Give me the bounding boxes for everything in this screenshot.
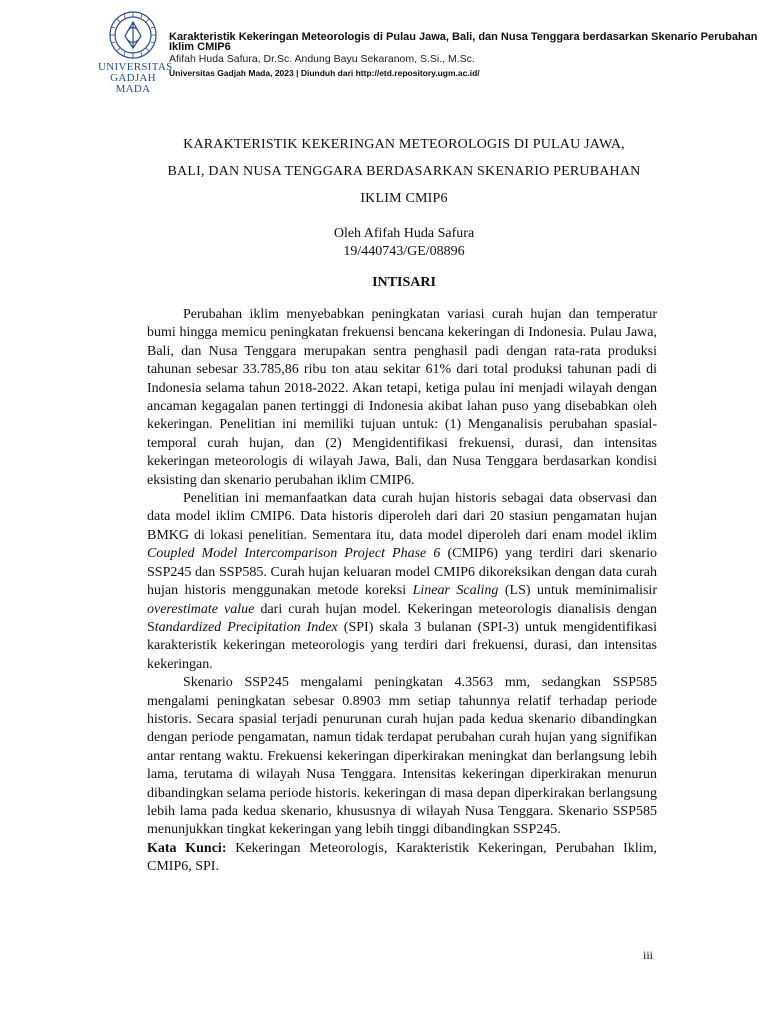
page-header bbox=[0, 0, 768, 95]
text-run: (SPI) skala 3 bulanan (SPI-3) untuk mengidentifikasi karakteristik kekeringan meteorologis yang terdiri dari frekuensi, durasi, dan intensitas kekeringan. bbox=[147, 619, 657, 672]
page-number: iii bbox=[643, 948, 654, 962]
text-run: (LS) untuk meminimalisir bbox=[498, 583, 657, 599]
header-title: Karakteristik Kekeringan Meteorologis di Pulau Jawa, Bali, dan Nusa Tenggara berdasarkan Skenario Perubahan Iklim CMIP6 bbox=[169, 31, 758, 53]
title-line: KARAKTERISTIK KEKERINGAN METEOROLOGIS DI PULAU JAWA, bbox=[183, 137, 625, 152]
ugm-emblem-icon bbox=[106, 10, 160, 60]
logo-text-line1: UNIVERSITAS bbox=[98, 61, 173, 73]
ugm-logo bbox=[98, 10, 173, 95]
text-run: dari curah hujan model. Kekeringan meteorologis dianalisis dengan S bbox=[147, 601, 657, 635]
title-line: IKLIM CMIP6 bbox=[360, 191, 448, 206]
title-line: BALI, DAN NUSA TENGGARA BERDASARKAN SKENARIO PERUBAHAN bbox=[167, 164, 641, 179]
student-id: 19/440743/GE/08896 bbox=[343, 244, 465, 259]
italic-term: overestimate value bbox=[147, 601, 255, 617]
abstract-body bbox=[147, 306, 657, 877]
abstract-paragraph-1: Perubahan iklim menyebabkan peningkatan variasi curah hujan dan temperatur bumi hingga memicu peningkatan frekuensi bencana kekeringan di Indonesia. Pulau Jawa, Bali, dan Nusa Tenggara merupakan sentra penghasil padi dengan rata-rata produksi tahunan sebesar 33.785,86 ribu ton atau sekitar 61% dari total produksi tahunan padi di Indonesia selama tahun 2018-2022. Akan tetapi, ketiga pulau ini menjadi wilayah dengan ancaman kegagalan panen tertinggi di Indonesia akibat lahan puso yang disebabkan oleh kekeringan. Penelitian ini memiliki tujuan untuk: (1) Menganalisis perubahan spasial-temporal curah hujan, dan (2) Mengidentifikasi frekuensi, durasi, dan intensitas kekeringan meteorologis di wilayah Jawa, Bali, dan Nusa Tenggara berdasarkan kondisi eksisting dan skenario perubahan iklim CMIP6. bbox=[147, 307, 657, 488]
italic-term: tandardized Precipitation Index bbox=[154, 619, 338, 635]
section-heading: INTISARI bbox=[372, 275, 436, 290]
header-authors: Afifah Huda Safura, Dr.Sc. Andung Bayu Sekaranom, S.Si., M.Sc. bbox=[169, 53, 475, 65]
abstract-paragraph-3: Skenario SSP245 mengalami peningkatan 4.3563 mm, sedangkan SSP585 mengalami peningkatan sebesar 0.8903 mm setiap tahunnya relatif terhadap periode historis. Secara spasial terjadi penurunan curah hujan pada kedua skenario dibandingkan dengan periode pengamatan, namun tidak terdapat perubahan curah hujan yang signifikan antar rentang waktu. Frekuensi kekeringan diperkirakan meningkat dan berlangsung lebih lama, terutama di wilayah Nusa Tenggara. Intensitas kekeringan diperkirakan menurun dibandingkan selama periode historis. kekeringan di masa depan diperkirakan berlangsung lebih lama pada kedua skenario, khususnya di wilayah Nusa Tenggara. Skenario SSP585 menunjukkan tingkat kekeringan yang lebih tinggi dibandingkan SSP245. bbox=[147, 675, 657, 838]
text-run: Penelitian ini memanfaatkan data curah hujan historis sebagai data observasi dan data model iklim CMIP6. Data historis diperoleh dari dari 20 stasiun pengamatan hujan BMKG di lokasi penelitian. Sementara itu, data model diperoleh dari enam model iklim bbox=[147, 491, 657, 543]
header-university: Universitas Gadjah Mada, 2023 | Diunduh dari http://etd.repository.ugm.ac.id/ bbox=[169, 68, 480, 78]
italic-term: Coupled Model Intercomparison Project Phase 6 bbox=[147, 546, 441, 562]
document-title bbox=[140, 131, 668, 212]
keywords bbox=[147, 840, 657, 877]
keywords-label: Kata Kunci: bbox=[147, 840, 227, 856]
abstract-paragraph-2 bbox=[147, 490, 657, 674]
author-name: Oleh Afifah Huda Safura bbox=[333, 226, 475, 241]
logo-text-line2: GADJAH MADA bbox=[110, 72, 156, 95]
keywords-text: Kekeringan Meteorologis, Karakteristik Kekeringan, Perubahan Iklim, CMIP6, SPI. bbox=[147, 840, 657, 875]
italic-term: Linear Scaling bbox=[412, 583, 499, 599]
text-run: (CMIP6) yang terdiri dari skenario SSP245 dan SSP585. Curah hujan keluaran model CMIP6 dikoreksikan dengan data curah hujan historis menggunakan metode koreksi bbox=[147, 546, 657, 599]
